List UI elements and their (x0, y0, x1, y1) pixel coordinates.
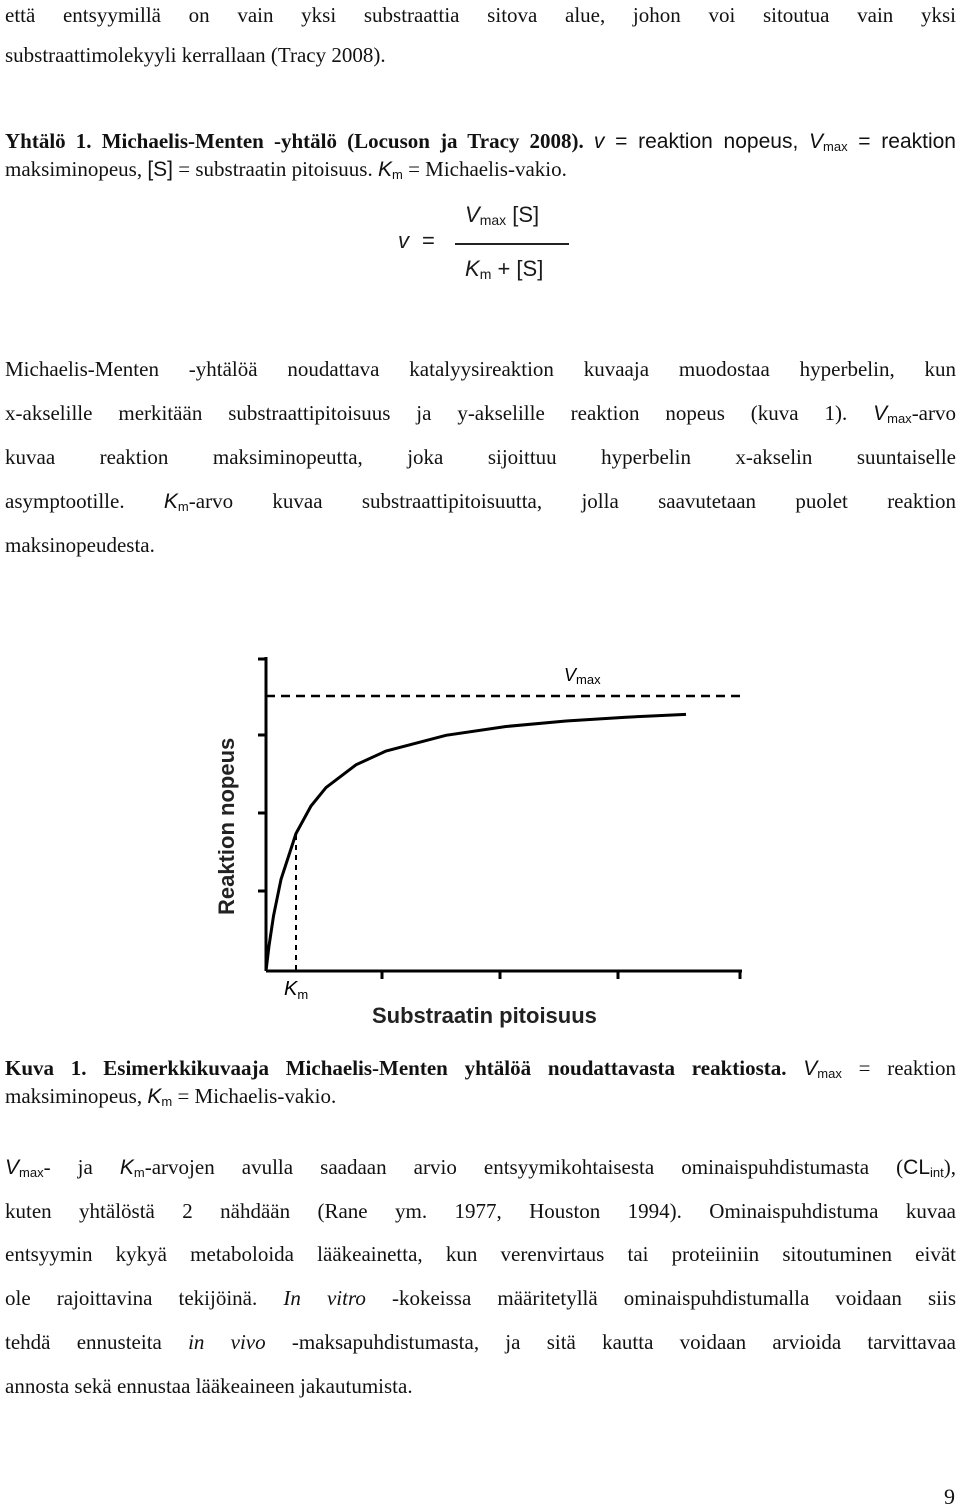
figure-caption-line-2: maksiminopeus, $K_m$ = Michaelis-vakio. (5, 1084, 337, 1109)
michaelis-menten-chart (200, 645, 760, 1035)
paragraph-2-line-3: kuvaa reaktion maksiminopeutta, joka sijoittuu hyperbelin x-akselin suuntaiselle (5, 445, 956, 469)
paragraph-1-line-1: että entsyymillä on vain yksi substraattia sitova alue, johon voi sitoutua vain yksi (5, 3, 956, 27)
formula-equals: = (422, 228, 435, 253)
paragraph-3-line-6: annosta sekä ennustaa lääkeaineen jakautumista. (5, 1374, 413, 1398)
y-axis-label: Reaktion nopeus (214, 737, 239, 915)
paragraph-3-line-4: ole rajoittavina tekijöinä. In vitro -kokeissa määritetyllä ominaispuhdistumalla voidaan siis (5, 1286, 956, 1310)
paragraph-2-line-1: Michaelis-Menten -yhtälöä noudattava katalyysireaktion kuvaaja muodostaa hyperbelin, kun (5, 357, 956, 381)
equation-caption-line-1: Yhtälö 1. Michaelis-Menten -yhtälö (Locuson ja Tracy 2008). v = reaktion nopeus, $V_{max}$ = reaktion (5, 129, 956, 154)
page-number: 9 (944, 1484, 955, 1509)
formula-fraction-bar (455, 243, 569, 245)
figure-caption-line-1: Kuva 1. Esimerkkikuvaaja Michaelis-Menten yhtälöä noudattavasta reaktiosta. $V_{max}$ = reaktion (5, 1056, 957, 1081)
paragraph-3-line-1: $V_{max}-$ ja $K_m$-arvojen avulla saadaan arvio entsyymikohtaisesta ominaispuhdistumasta $(CL_{int})$, (5, 1155, 956, 1180)
michaelis-menten-formula (392, 198, 577, 294)
formula-lhs: v (398, 228, 409, 253)
formula-numerator: $V_{max}$ [S] (465, 202, 540, 228)
paragraph-3-line-2: kuten yhtälöstä 2 nähdään (Rane ym. 1977, Houston 1994). Ominaispuhdistuma kuvaa (5, 1199, 956, 1223)
equation-caption-label: Yhtälö 1. Michaelis-Menten -yhtälö (Locuson ja Tracy 2008). (5, 129, 584, 153)
km-label: $K_m$ (284, 978, 309, 1002)
equation-caption-line-2: maksiminopeus, [S] = substraatin pitoisuus. $K_m$ = Michaelis-vakio. (5, 157, 567, 182)
paragraph-2-line-2: x-akselille merkitään substraattipitoisuus ja y-akselille reaktion nopeus (kuva 1). $V_{max}$-arvo (5, 401, 956, 426)
paragraph-1-line-2: substraattimolekyyli kerrallaan (Tracy 2008). (5, 43, 386, 67)
vmax-label: Vmax (564, 665, 601, 687)
figure-caption-label: Kuva 1. Esimerkkikuvaaja Michaelis-Menten yhtälöä noudattavasta reaktiosta. (5, 1056, 787, 1080)
paragraph-3-line-5: tehdä ennusteita in vivo -maksapuhdistumasta, ja sitä kautta voidaan arvioida tarvittavaa (5, 1330, 956, 1354)
formula-denominator: $K_m + [S]$ (465, 256, 544, 282)
paragraph-2-line-5: maksinopeudesta. (5, 533, 155, 557)
x-axis-label: Substraatin pitoisuus (372, 1003, 597, 1028)
paragraph-2-line-4: asymptootille. $K_m$-arvo kuvaa substraattipitoisuutta, jolla saavutetaan puolet reaktion (5, 489, 956, 514)
michaelis-menten-curve (266, 714, 686, 971)
paragraph-3-line-3: entsyymin kykyä metaboloida lääkeainetta, kun verenvirtaus tai proteiiniin sitoutuminen eivät (5, 1242, 956, 1266)
